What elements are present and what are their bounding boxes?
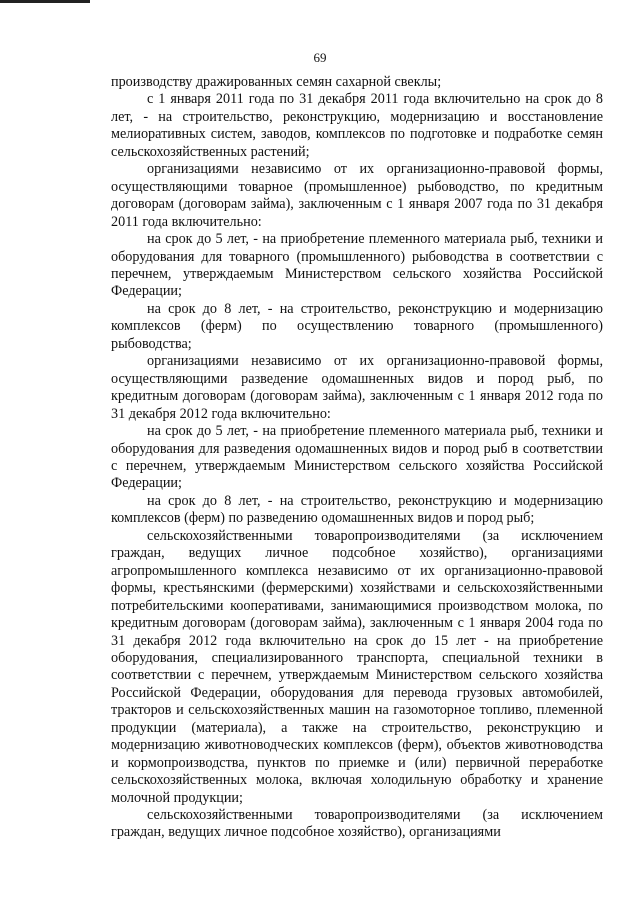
paragraph: на срок до 5 лет, - на приобретение племенного материала рыб, техники и оборудования для товарного (промышленного) рыбоводства в соответствии с перечнем, утверждаемым Министерством сельского хозяйства Российской Федерации; <box>111 231 603 300</box>
document-body <box>111 74 603 842</box>
paragraph: сельскохозяйственными товаропроизводителями (за исключением граждан, ведущих личное подсобное хозяйство), организациями <box>111 807 603 841</box>
paragraph: на срок до 8 лет, - на строительство, реконструкцию и модернизацию комплексов (ферм) по разведению одомашненных видов и пород рыб; <box>111 492 603 527</box>
paragraph: организациями независимо от их организационно-правовой формы, осуществляющими товарное (промышленное) рыбоводство, по кредитным договорам (договорам займа), заключенным с 1 января 2007 года по 31 декабря 2011 года включительно: <box>111 161 603 230</box>
paragraph: организациями независимо от их организационно-правовой формы, осуществляющими разведение одомашненных видов и пород рыб, по кредитным договорам (договорам займа), заключенным с 1 января 2012 года по 31 декабря 2012 года включительно: <box>111 353 603 422</box>
paragraph: на срок до 8 лет, - на строительство, реконструкцию и модернизацию комплексов (ферм) по осуществлению товарного (промышленного) рыбоводства; <box>111 300 603 352</box>
paragraph: производству дражированных семян сахарной свеклы; <box>111 74 442 90</box>
top-rule <box>0 0 90 3</box>
paragraph: на срок до 5 лет, - на приобретение племенного материала рыб, техники и оборудования для разведения одомашненных видов и пород рыб в соответствии с перечнем, утверждаемым Министерством сельского хозяйства Российской Федерации; <box>111 423 603 492</box>
paragraph: сельскохозяйственными товаропроизводителями (за исключением граждан, ведущих личное подсобное хозяйство), организациями агропромышленного комплекса независимо от их организационно-правовой формы, крестьянскими (фермерскими) хозяйствами и сельскохозяйственными потребительскими кооперативами, занимающимися производством молока, по кредитным договорам (договорам займа), заключенным с 1 января 2004 года по 31 декабря 2012 года включительно на срок до 15 лет - на приобретение оборудования, специализированного транспорта, специальной техники в соответствии с перечнем, утверждаемым Министерством сельского хозяйства Российской Федерации, оборудования для перевода грузовых автомобилей, тракторов и сельскохозяйственных машин на газомоторное топливо, племенной продукции (материала), а также на строительство, реконструкцию и модернизацию животноводческих комплексов (ферм), объектов животноводства и кормопроизводства, пунктов по приемке и (или) первичной переработке сельскохозяйственных молока, включая холодильную обработку и хранение молочной продукции; <box>111 527 603 806</box>
paragraph: с 1 января 2011 года по 31 декабря 2011 года включительно на срок до 8 лет, - на строительство, реконструкцию, модернизацию и восстановление мелиоративных систем, заводов, комплексов по подготовке и подработке семян сельскохозяйственных растений; <box>111 91 603 160</box>
page-number: 69 <box>313 50 327 65</box>
